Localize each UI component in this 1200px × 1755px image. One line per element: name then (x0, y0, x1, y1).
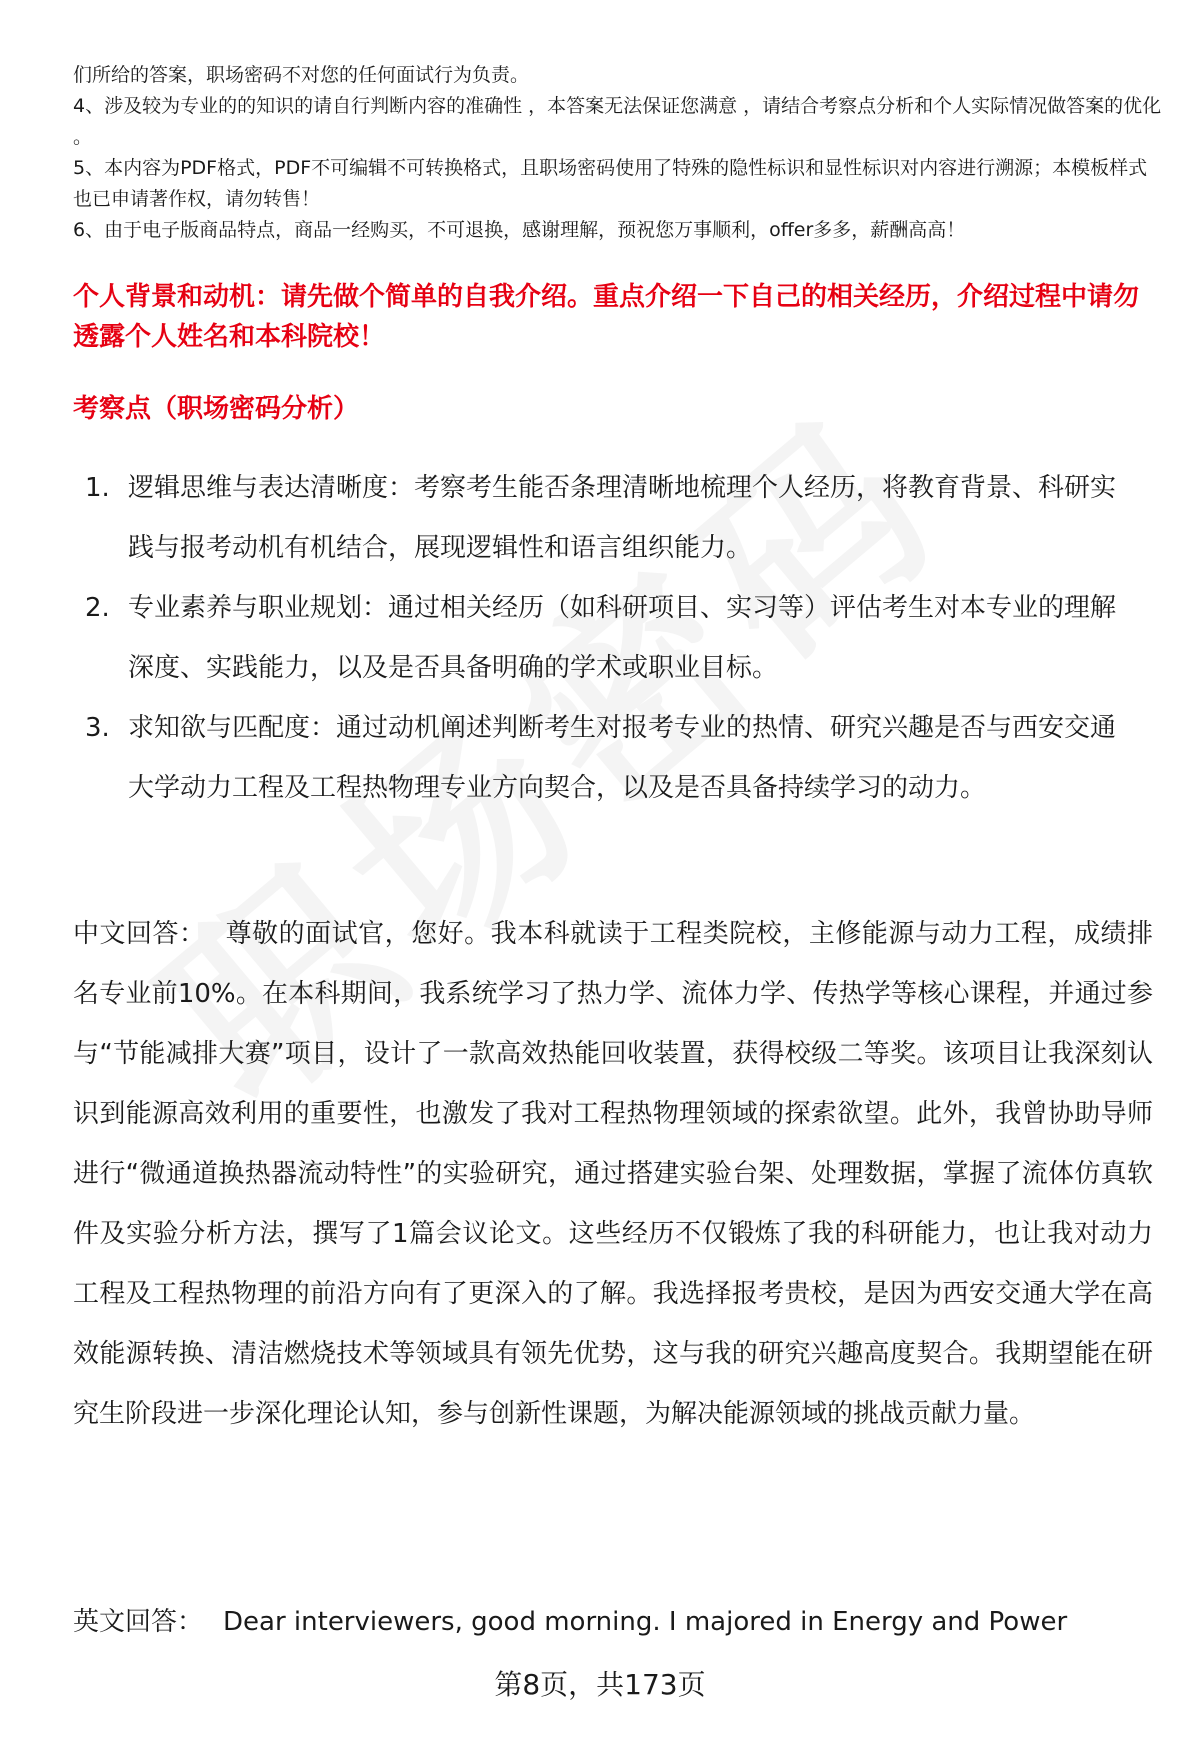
page-number: 第8页，共173页 (494, 1668, 706, 1701)
assessment-points (73, 458, 1133, 818)
list-item (73, 458, 1133, 578)
chinese-answer (73, 904, 1153, 1444)
english-answer-label: 英文回答： (73, 1607, 204, 1637)
english-answer (73, 1592, 1153, 1652)
list-item-text: 求知欲与匹配度：通过动机阐述判断考生对报考专业的热情、研究兴趣是否与西安交通大学动力工程及工程热物理专业方向契合，以及是否具备持续学习的动力。 (128, 713, 1117, 803)
note-line: 5、本内容为PDF格式，PDF不可编辑不可转换格式，且职场密码使用了特殊的隐性标识和显性标识对内容进行溯源；本模板样式也已申请著作权，请勿转售！ (73, 157, 1148, 210)
list-item-text: 逻辑思维与表达清晰度：考察考生能否条理清晰地梳理个人经历，将教育背景、科研实践与报考动机有机结合，展现逻辑性和语言组织能力。 (128, 473, 1117, 563)
list-number: 1. (85, 473, 110, 503)
list-item (73, 578, 1133, 698)
note-line: 6、由于电子版商品特点，商品一经购买，不可退换，感谢理解，预祝您万事顺利，offer多多，薪酬高高！ (73, 219, 966, 241)
interview-question: 个人背景和动机：请先做个简单的自我介绍。重点介绍一下自己的相关经历，介绍过程中请勿透露个人姓名和本科院校！ (73, 282, 1140, 352)
list-number: 3. (85, 713, 110, 743)
list-item-text: 专业素养与职业规划：通过相关经历（如科研项目、实习等）评估考生对本专业的理解深度、实践能力，以及是否具备明确的学术或职业目标。 (128, 593, 1117, 683)
list-item (73, 698, 1133, 818)
disclaimer-notes (73, 60, 1163, 246)
note-line: 们所给的答案，职场密码不对您的任何面试行为负责。 (73, 64, 530, 86)
note-line: 4、涉及较为专业的的知识的请自行判断内容的准确性 ，本答案无法保证您满意 ，请结合考察点分析和个人实际情况做答案的优化 。 (73, 95, 1162, 148)
list-number: 2. (85, 593, 110, 623)
english-answer-text: Dear interviewers, good morning. I majored in Energy and Power (223, 1607, 1068, 1637)
points-heading: 考察点（职场密码分析） (73, 394, 360, 424)
chinese-answer-text: 尊敬的面试官，您好。我本科就读于工程类院校，主修能源与动力工程，成绩排名专业前10%。在本科期间，我系统学习了热力学、流体力学、传热学等核心课程，并通过参与“节能减排大赛”项目，设计了一款高效热能回收装置，获得校级二等奖。该项目让我深刻认识到能源高效利用的重要性，也激发了我对工程热物理领域的探索欲望。此外，我曾协助导师进行“微通道换热器流动特性”的实验研究，通过搭建实验台架、处理数据，掌握了流体仿真软件及实验分析方法，撰写了1篇会议论文。这些经历不仅锻炼了我的科研能力，也让我对动力工程及工程热物理的前沿方向有了更深入的了解。我选择报考贵校，是因为西安交通大学在高效能源转换、清洁燃烧技术等领域具有领先优势，这与我的研究兴趣高度契合。我期望能在研究生阶段进一步深化理论认知，参与创新性课题，为解决能源领域的挑战贡献力量。 (73, 919, 1153, 1429)
chinese-answer-label: 中文回答： (73, 919, 206, 949)
